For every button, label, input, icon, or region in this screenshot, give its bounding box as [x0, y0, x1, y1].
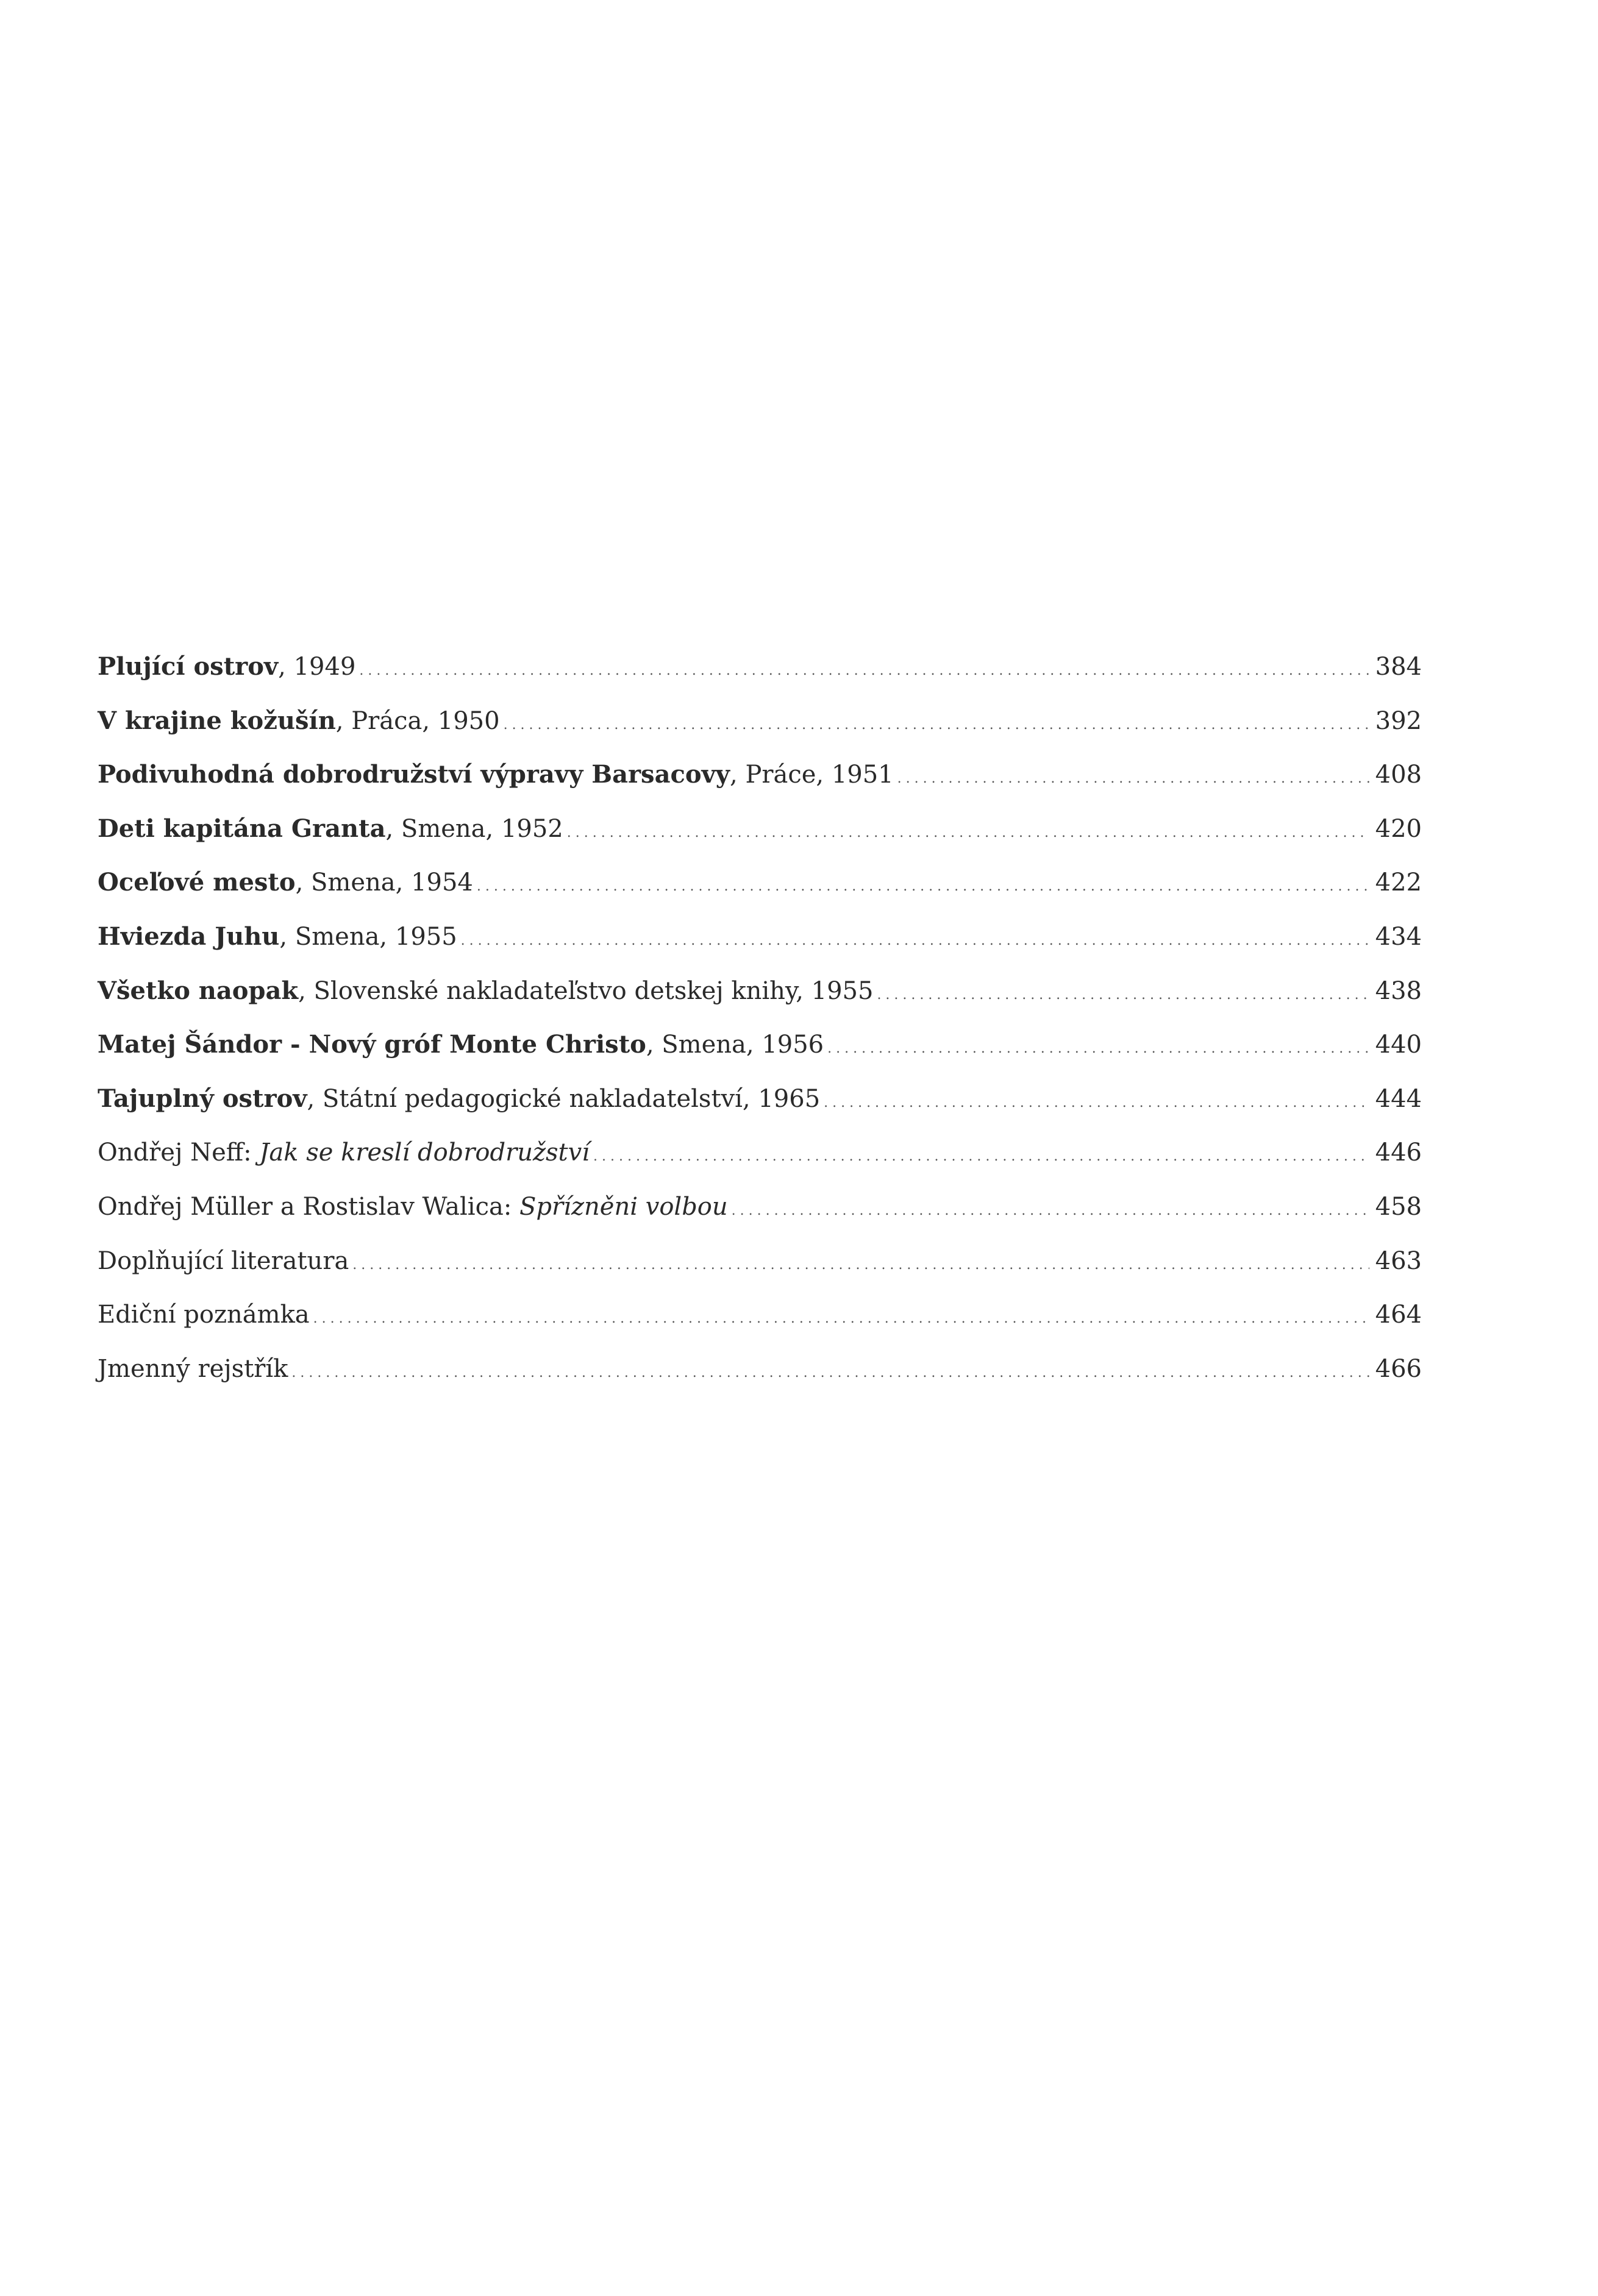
entry-details: , Slovenské nakladateľstvo detskej knihy, 1955	[298, 976, 874, 1005]
entry-text	[98, 964, 873, 1018]
entry-italic-title: Spřízněni volbou	[519, 1192, 728, 1221]
toc-entry-jmenny-rejstrik	[98, 1342, 1422, 1396]
page-number: 440	[1375, 1031, 1422, 1059]
dot-leader	[732, 1180, 1369, 1239]
page-number: 458	[1375, 1192, 1422, 1221]
entry-title: Deti kapitána Granta	[98, 814, 386, 843]
entry-text	[98, 856, 473, 910]
entry-details: , Smena, 1954	[295, 869, 473, 897]
entry-details: , Práce, 1951	[730, 761, 894, 789]
dot-leader	[291, 1342, 1369, 1401]
entry-title: Oceľové mesto	[98, 868, 296, 897]
page-number: 466	[1375, 1354, 1422, 1383]
toc-entry-hviezda-juhu	[98, 910, 1422, 964]
dot-leader	[897, 748, 1369, 806]
page-number: 463	[1375, 1246, 1422, 1275]
entry-title: Plující ostrov	[98, 652, 279, 681]
toc-entry-ocelove-mesto	[98, 856, 1422, 910]
entry-text	[98, 1126, 590, 1180]
page-number: 444	[1375, 1084, 1422, 1113]
dot-leader	[824, 1072, 1369, 1131]
entry-details: , Smena, 1952	[385, 814, 563, 843]
entry-details: , 1949	[278, 653, 356, 681]
toc-entry-deti-kapitana-granta	[98, 802, 1422, 856]
page-number: 420	[1375, 814, 1422, 843]
entry-label: Jmenný rejstřík	[98, 1354, 288, 1383]
dot-leader	[477, 856, 1369, 914]
dot-leader	[504, 694, 1369, 753]
toc-entry-jak-se-kresli	[98, 1126, 1422, 1180]
entry-text	[98, 802, 563, 856]
dot-leader	[461, 910, 1369, 969]
entry-text	[98, 1018, 824, 1072]
entry-title: Všetko naopak	[98, 976, 299, 1005]
toc-entry-sprizneni-volbou	[98, 1180, 1422, 1234]
entry-title: Hviezda Juhu	[98, 922, 280, 951]
toc-entry-v-krajine-kozusin	[98, 694, 1422, 748]
entry-label: Ediční poznámka	[98, 1301, 310, 1329]
page-number: 408	[1375, 761, 1422, 789]
entry-details: , Smena, 1956	[646, 1031, 824, 1059]
page-number: 464	[1375, 1301, 1422, 1329]
entry-text	[98, 694, 500, 748]
entry-title: V krajine kožušín	[98, 706, 336, 735]
entry-text	[98, 640, 355, 694]
page-number: 392	[1375, 706, 1422, 735]
toc-entry-edicni-poznamka	[98, 1288, 1422, 1342]
entry-title: Podivuhodná dobrodružství výpravy Barsacovy	[98, 760, 730, 789]
entry-text	[98, 1234, 349, 1288]
page-number: 438	[1375, 976, 1422, 1005]
toc-entry-plujici-ostrov	[98, 640, 1422, 694]
entry-title: Matej Šándor - Nový gróf Monte Christo	[98, 1030, 646, 1059]
entry-title: Tajuplný ostrov	[98, 1084, 307, 1113]
entry-author: Ondřej Müller a Rostislav Walica:	[98, 1192, 520, 1221]
page-number: 422	[1375, 869, 1422, 897]
dot-leader	[359, 640, 1369, 698]
toc-entry-doplnujici-literatura	[98, 1234, 1422, 1288]
page-number: 446	[1375, 1139, 1422, 1167]
toc-entry-vsetko-naopak	[98, 964, 1422, 1018]
entry-details: , Práca, 1950	[335, 706, 500, 735]
toc-entry-matej-sandor	[98, 1018, 1422, 1072]
entry-text	[98, 748, 894, 802]
entry-details: , Státní pedagogické nakladatelství, 1965	[307, 1084, 821, 1113]
dot-leader	[877, 964, 1369, 1023]
entry-author: Ondřej Neff:	[98, 1139, 260, 1167]
toc-entry-tajuplny-ostrov	[98, 1072, 1422, 1126]
dot-leader	[567, 802, 1369, 861]
table-of-contents	[98, 640, 1422, 1396]
entry-text	[98, 1180, 728, 1234]
entry-text	[98, 1342, 288, 1396]
entry-label: Doplňující literatura	[98, 1246, 349, 1275]
dot-leader	[352, 1234, 1369, 1293]
entry-text	[98, 1288, 310, 1342]
dot-leader	[827, 1018, 1369, 1076]
entry-details: , Smena, 1955	[279, 922, 457, 951]
page-number: 434	[1375, 922, 1422, 951]
toc-entry-podivuhodna-dobrodruzstvi	[98, 748, 1422, 802]
entry-text	[98, 1072, 820, 1126]
entry-italic-title: Jak se kreslí dobrodružství	[259, 1139, 590, 1167]
entry-text	[98, 910, 457, 964]
dot-leader	[593, 1126, 1369, 1184]
page-number: 384	[1375, 653, 1422, 681]
dot-leader	[313, 1288, 1369, 1346]
